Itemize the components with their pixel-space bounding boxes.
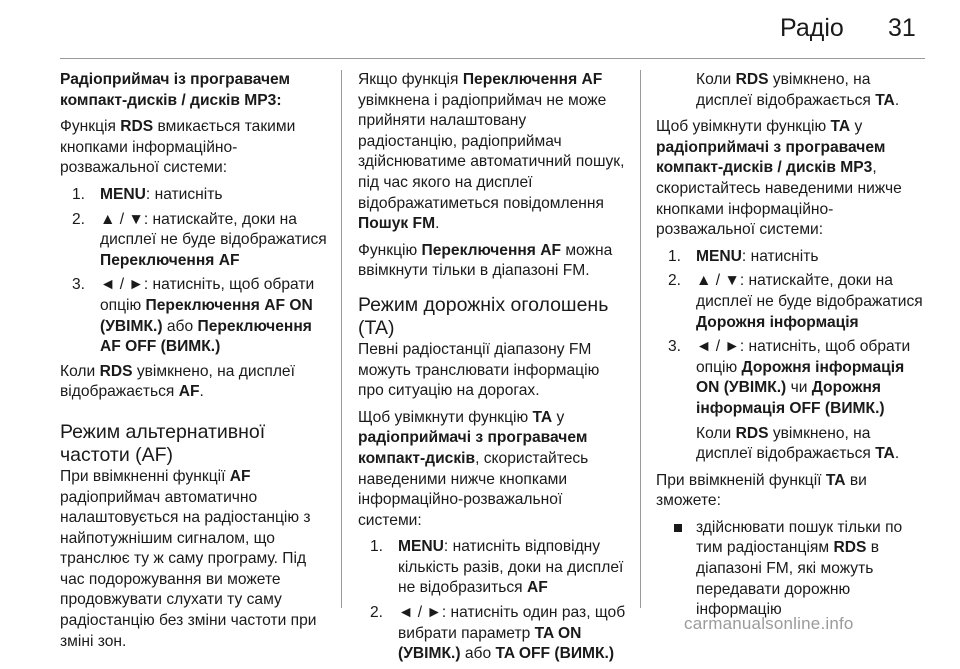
step-item: 2. ◄ / ►: натисніть один раз, щоб вибрати параметр TA ON (УВІМК.) або TA OFF (ВИМК.): [370, 604, 626, 663]
subheading: Радіоприймач із програвачем компакт-дисків / дисків MP3:: [60, 71, 291, 109]
paragraph: Щоб увімкнути функцію TA у радіоприймачі з програвачем компакт-дисків, скористайтесь наведеними нижче кнопками інформаційно-розважальної системи:: [358, 408, 589, 529]
column-3: [656, 70, 928, 625]
paragraph: Певні радіостанції діапазону FM можуть транслювати інформацію про ситуацію на дорогах.: [358, 340, 600, 400]
column-1: [60, 70, 330, 658]
step-item: 1. MENU: натисніть: [668, 247, 819, 265]
paragraph: При ввімкненій функції TA ви зможете:: [656, 471, 867, 510]
step-item: 1. MENU: натисніть: [72, 185, 223, 203]
column-2: [358, 70, 626, 669]
paragraph: Щоб увімкнути функцію TA у радіоприймачі з програвачем компакт-дисків / дисків MP3, скористайтесь наведеними нижче кнопками інформаційно-розважальної системи:: [656, 118, 902, 239]
paragraph: При ввімкненні функції AF радіоприймач автоматично налаштовується на радіостанцію з найпотужнішим сигналом, що транслює ту ж саму програму. Під час подорожування ви можете продовжувати слухати ту саму радіостанцію без зміни частоти при зміні зон.: [60, 467, 317, 650]
paragraph: Коли RDS увімкнено, на дисплеї відображається TA.: [696, 424, 900, 463]
column-divider: [341, 70, 342, 608]
step-item: 2. ▲ / ▼: натискайте, доки на дисплеї не буде відображатися Дорожня інформація: [668, 272, 923, 331]
column-divider: [640, 70, 641, 608]
section-title: Радіо: [780, 14, 844, 42]
paragraph: Коли RDS увімкнено, на дисплеї відображається AF.: [60, 362, 295, 401]
paragraph: Коли RDS увімкнено, на дисплеї відображається TA.: [696, 71, 900, 109]
step-item: 3. ◄ / ►: натисніть, щоб обрати опцію Дорожня інформація ON (УВІМК.) чи Дорожня інформація OFF (ВИМК.): [668, 338, 911, 417]
bullet-item: здійснювати пошук тільки по тим радіостанціям RDS в діапазоні FM, які можуть передавати дорожню інформацію: [668, 518, 928, 621]
paragraph: Функцію Переключення AF можна ввімкнути тільки в діапазоні FM.: [358, 241, 613, 280]
header-divider: [60, 58, 925, 59]
watermark: carmanualsonline.info: [684, 614, 854, 633]
paragraph: Якщо функція Переключення AF увімкнена і радіоприймач не може прийняти налаштовану радіостанцію, радіоприймач здійснюватиме автоматичний пошук, під час якого на дисплеї відображатиметься повідомлення Пошук FM.: [358, 71, 625, 233]
step-item: 1. MENU: натисніть відповідну кількість разів, доки на дисплеї не відобразиться AF: [370, 538, 624, 597]
square-bullet-icon: [674, 524, 682, 532]
page-number: 31: [888, 14, 916, 42]
section-heading: Режим альтернативної частоти (AF): [60, 420, 266, 466]
paragraph: Функція RDS вмикається такими кнопками інформаційно-розважальної системи:: [60, 118, 296, 177]
step-item: 3. ◄ / ►: натисніть, щоб обрати опцію Переключення AF ON (УВІМК.) або Переключення AF OFF (ВИМК.): [72, 276, 315, 356]
section-heading: Режим дорожніх оголошень (TA): [358, 293, 609, 339]
step-item: 2. ▲ / ▼: натискайте, доки на дисплеї не буде відображатися Переключення AF: [72, 210, 327, 269]
